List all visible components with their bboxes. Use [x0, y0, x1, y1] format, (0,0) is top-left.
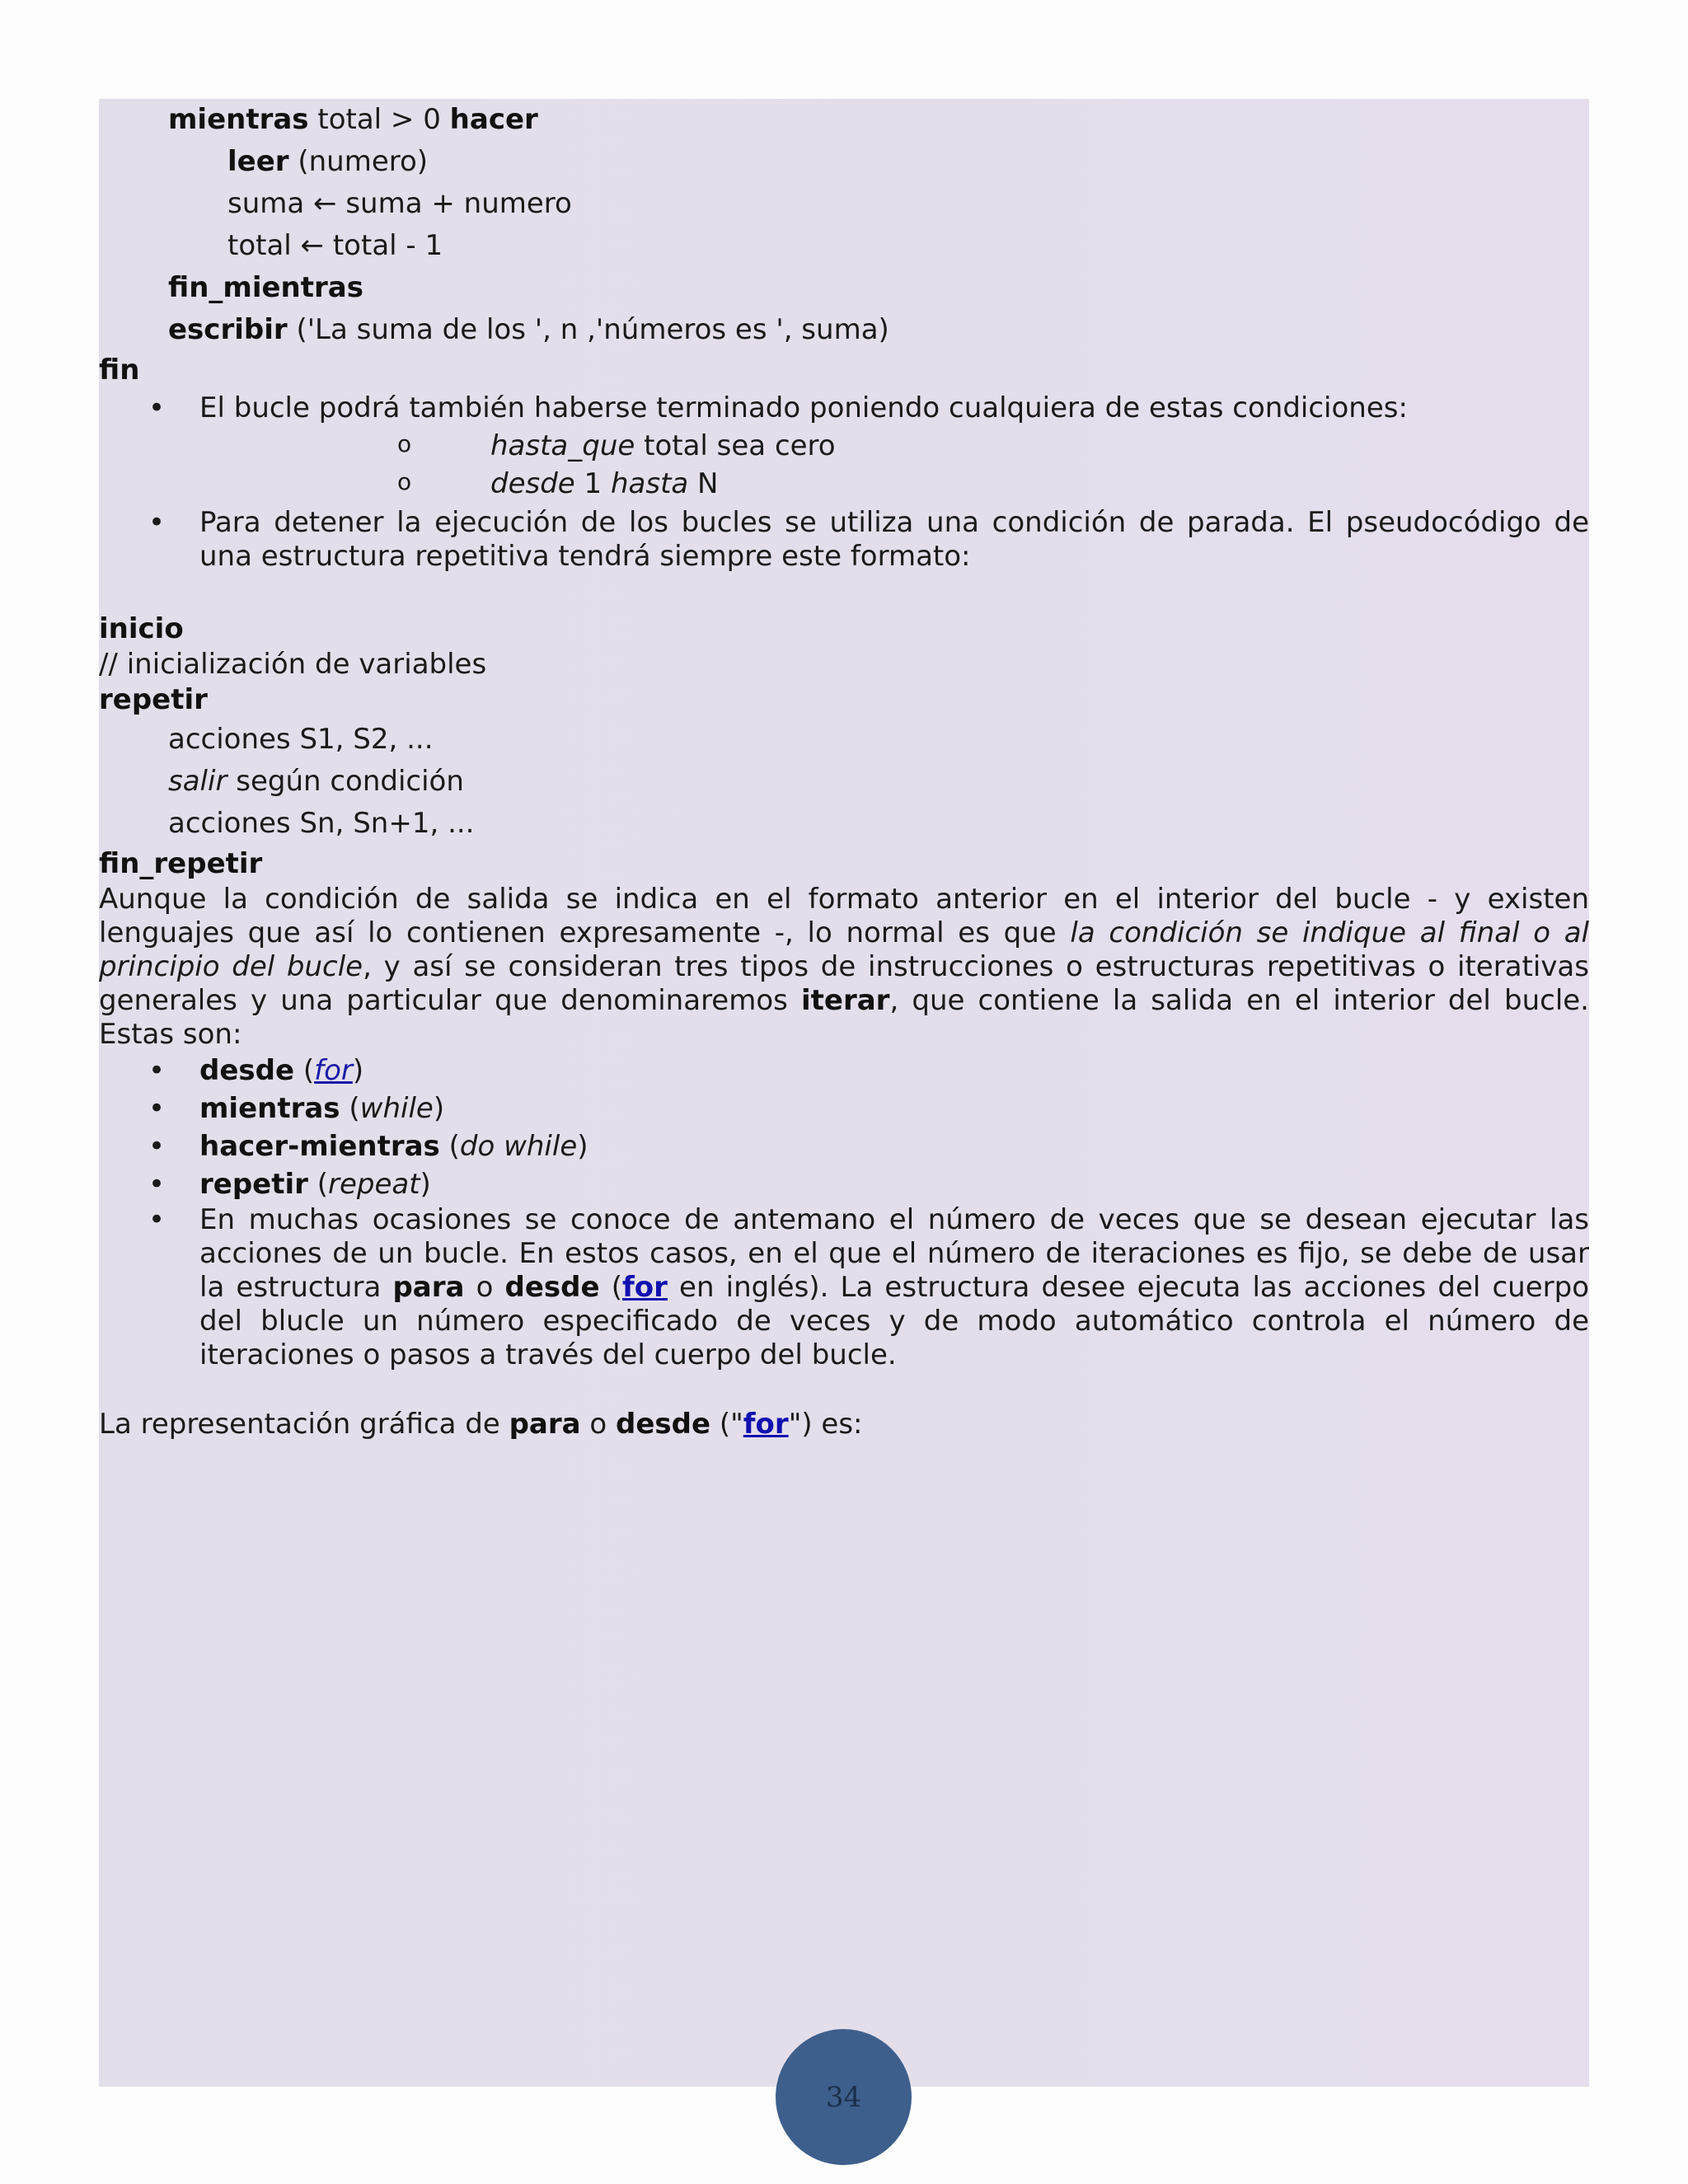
code-line	[99, 681, 1589, 719]
list-item	[99, 1052, 1589, 1090]
italic-text: salir	[168, 765, 227, 798]
bullet-item: • El bucle podrá también haberse terminado poniendo cualquiera de estas condiciones:	[99, 389, 1589, 427]
italic-text: hasta	[610, 467, 689, 500]
code-line	[99, 267, 1589, 309]
text: N	[688, 467, 719, 500]
keyword: leer	[227, 145, 289, 178]
keyword: inicio	[99, 612, 184, 645]
code-text: (numero)	[288, 145, 429, 178]
text: ("	[710, 1408, 743, 1441]
keyword: escribir	[168, 313, 288, 346]
text: Aunque la condición de salida se indica en el formato anterior en el interior del bucle - y existen lenguajes que así lo contienen expresamente -, lo normal es que	[99, 883, 1589, 949]
code-line	[99, 99, 1589, 141]
text: (	[307, 1168, 328, 1201]
text: )	[433, 1092, 445, 1125]
code-line	[99, 309, 1589, 351]
keyword: fin_repetir	[99, 847, 263, 880]
keyword: mientras	[168, 103, 309, 136]
text: en inglés). La estructura desee ejecuta las acciones del cuerpo del blucle un número especificado de veces y de modo automático controla el número de iteraciones o pasos a través del cuerpo del bucle.	[199, 1271, 1589, 1371]
spacer	[99, 1372, 1589, 1405]
keyword: mientras	[199, 1092, 340, 1125]
text: o	[580, 1408, 616, 1441]
for-link[interactable]: for	[743, 1408, 789, 1441]
keyword: desde	[199, 1054, 295, 1087]
bold-text: para	[509, 1408, 581, 1441]
sub-bullet-item	[99, 465, 1589, 503]
text: total sea cero	[635, 429, 836, 462]
italic-text: hasta_que	[490, 429, 635, 462]
page-number-badge	[776, 2029, 912, 2165]
italic-text: while	[359, 1092, 434, 1125]
text: )	[420, 1168, 431, 1201]
text: (	[294, 1054, 315, 1087]
list-item	[99, 1165, 1589, 1203]
keyword: repetir	[199, 1168, 308, 1201]
page-number: 34	[825, 2080, 862, 2114]
code-line	[99, 761, 1589, 803]
list-item	[99, 1090, 1589, 1127]
italic-text: la condición se indique al final o al principio del bucle	[99, 916, 1589, 983]
text: ") es:	[788, 1408, 863, 1441]
code-line: suma ← suma + numero	[227, 187, 572, 220]
italic-text: do while	[459, 1130, 578, 1163]
keyword: fin	[99, 354, 140, 387]
keyword: hacer	[449, 103, 538, 136]
text: La representación gráfica de	[99, 1408, 509, 1441]
text: )	[352, 1054, 364, 1087]
code-line: acciones S1, S2, ...	[168, 723, 434, 756]
sub-bullet-item	[99, 427, 1589, 465]
text: (	[439, 1130, 460, 1163]
code-line	[99, 141, 1589, 183]
paragraph	[99, 883, 1589, 1052]
code-line	[99, 845, 1589, 883]
code-line: total ← total - 1	[227, 229, 443, 262]
text: En muchas ocasiones se conoce de antemano el número de veces que se desean ejecutar las acciones de un bucle. En estos casos, en el que el número de iteraciones es fijo, se debe de usar la estructura	[199, 1203, 1589, 1304]
text: , que contiene la salida en el interior del bucle. Estas son:	[99, 984, 1589, 1051]
text: (	[599, 1271, 622, 1304]
spacer	[99, 574, 1589, 610]
for-link[interactable]: for	[314, 1054, 353, 1087]
code-line	[99, 351, 1589, 389]
text: según condición	[227, 765, 464, 798]
text: (	[340, 1092, 360, 1125]
comment-line: // inicialización de variables	[99, 648, 487, 681]
italic-text: repeat	[327, 1168, 420, 1201]
text: )	[577, 1130, 588, 1163]
text: 1	[574, 467, 611, 500]
code-line: acciones Sn, Sn+1, ...	[168, 807, 475, 840]
keyword: repetir	[99, 683, 208, 716]
code-line	[99, 610, 1589, 648]
for-link[interactable]: for	[621, 1271, 668, 1304]
code-text: total > 0	[308, 103, 450, 136]
code-text: ('La suma de los ', n ,'números es ', suma)	[287, 313, 889, 346]
document-content	[99, 99, 1589, 1443]
bullet-item	[99, 1203, 1589, 1372]
list-item	[99, 1127, 1589, 1165]
text: , y así se consideran tres tipos de instrucciones o estructuras repetitivas o iterativas generales y una particular que denominaremos	[99, 950, 1589, 1017]
text: o	[464, 1271, 505, 1304]
bullet-item: • Para detener la ejecución de los bucles se utiliza una condición de parada. El pseudocódigo de una estructura repetitiva tendrá siempre este formato:	[99, 506, 1589, 574]
bold-text: iterar	[800, 984, 890, 1017]
bold-text: para	[392, 1271, 465, 1304]
bold-text: desde	[616, 1408, 711, 1441]
italic-text: desde	[490, 467, 575, 500]
paragraph	[99, 1405, 1589, 1443]
keyword: fin_mientras	[168, 271, 363, 304]
keyword: hacer-mientras	[199, 1130, 440, 1163]
bold-text: desde	[504, 1271, 600, 1304]
